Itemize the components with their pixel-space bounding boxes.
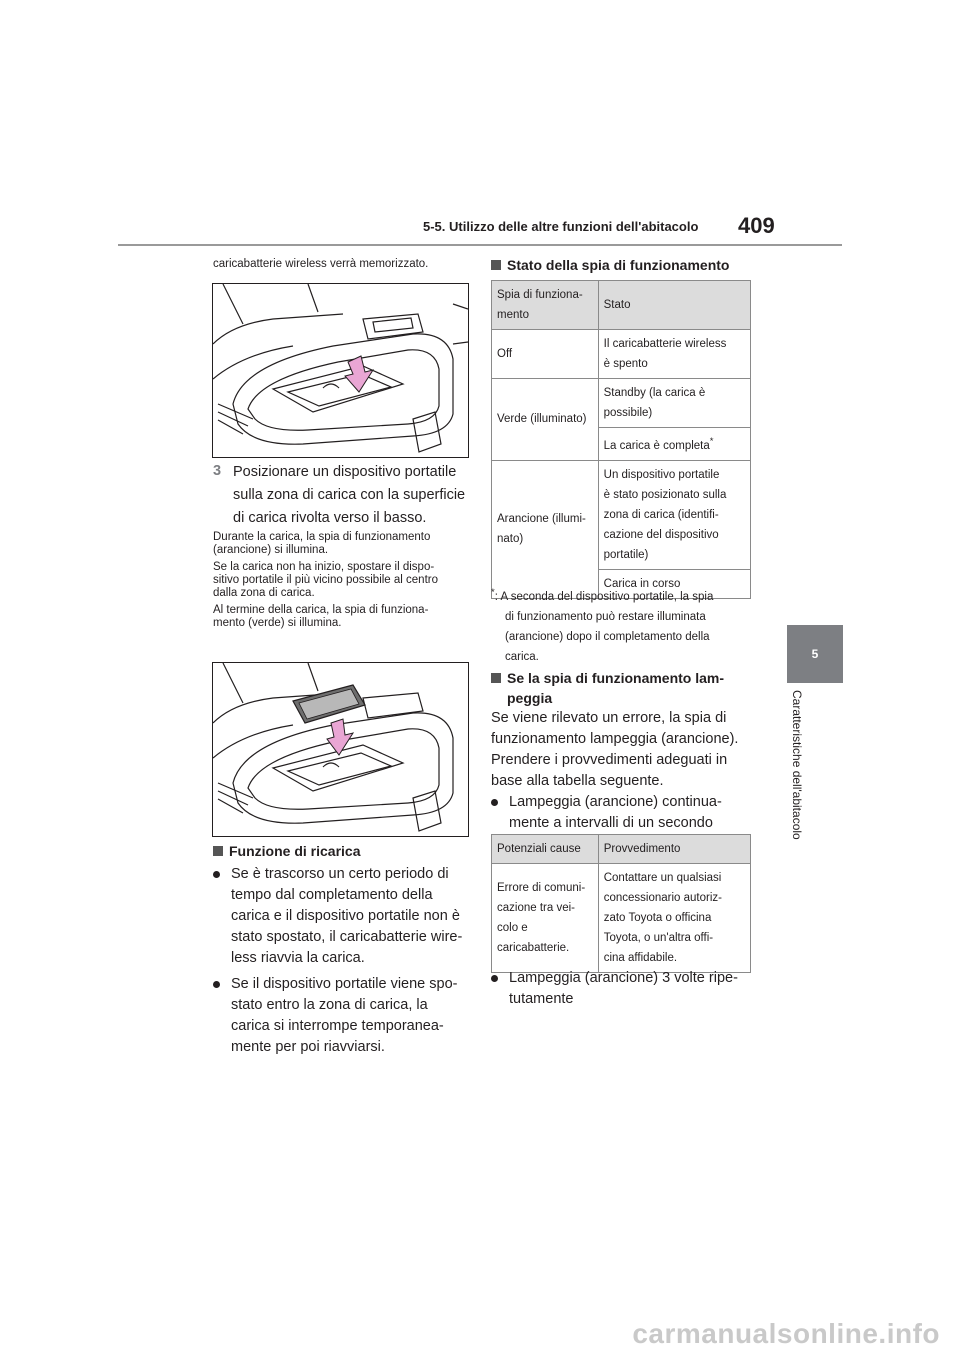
square-bullet-icon <box>213 846 223 856</box>
bullet-dot-icon <box>213 981 220 988</box>
bullet-line: less riavvia la carica. <box>231 950 365 966</box>
cell-line: Errore di comuni- <box>497 882 586 894</box>
header-cell-cause: Potenziali cause <box>492 835 599 864</box>
page-number: 409 <box>738 213 775 238</box>
phone-placement-drawing <box>213 663 468 836</box>
action-cell <box>598 864 750 973</box>
blink-text-line: base alla tabella seguente. <box>491 773 664 789</box>
status-heading <box>491 257 729 273</box>
blink-heading <box>491 668 753 708</box>
recharge-bullet-2 <box>213 974 475 1058</box>
light-cell <box>492 379 599 461</box>
square-bullet-icon <box>491 260 501 270</box>
bullet-line: tempo dal completamento della <box>231 887 433 903</box>
cell-line: possibile) <box>603 407 653 419</box>
light-cell <box>492 460 599 598</box>
step3-line: sulla zona di carica con la superficie <box>233 487 466 503</box>
cell-line: Toyota, o un'altra offi- <box>603 932 714 944</box>
bullet-line: stato spostato, il caricabatterie wire- <box>231 929 463 945</box>
light-cell <box>492 330 599 379</box>
cell-line: La carica è completa <box>603 439 710 452</box>
note-1 <box>213 531 468 557</box>
bullet-line: tutamente <box>509 991 574 1007</box>
footnote-line: di funzionamento può restare illuminata <box>505 610 706 623</box>
cause-cell <box>492 864 599 973</box>
note-line: Durante la carica, la spia di funzionamento <box>213 531 431 543</box>
note-line: (arancione) si illumina. <box>213 544 329 556</box>
cell-line: Arancione (illumi- <box>497 513 586 526</box>
blink-text-line: funzionamento lampeggia (arancione). <box>491 731 739 747</box>
blink-text-line: Prendere i provvedimenti adeguati in <box>491 752 728 768</box>
cell-line: portatile) <box>603 548 649 561</box>
header-cell-action: Provvedimento <box>598 835 750 864</box>
step3-line: Posizionare un dispositivo portatile <box>233 464 457 480</box>
step-number: 3 <box>213 463 222 479</box>
bullet-line: Se è trascorso un certo periodo di <box>231 866 449 882</box>
cell-line: Standby (la carica è <box>603 387 706 399</box>
cell-line: Un dispositivo portatile <box>603 468 720 481</box>
cause-table <box>491 834 751 973</box>
table-row <box>492 864 751 973</box>
cell-line: colo e <box>497 922 528 934</box>
cell-line: zona di carica (identifi- <box>603 508 719 521</box>
header-line: mento <box>497 309 529 321</box>
section-header: 5-5. Utilizzo delle altre funzioni dell'abitacolo <box>423 219 699 234</box>
header-line: Spia di funziona- <box>497 289 583 301</box>
header-line: Stato <box>603 299 631 311</box>
intro-text: caricabatterie wireless verrà memorizzato. <box>213 258 429 270</box>
table-row <box>492 330 751 379</box>
state-cell <box>598 379 750 428</box>
bullet-dot-icon <box>491 975 498 982</box>
header-cell-state <box>598 281 750 330</box>
bullet-line: Lampeggia (arancione) 3 volte ripe- <box>509 970 738 986</box>
blink-text <box>491 708 753 792</box>
bullet-dot-icon <box>491 799 498 806</box>
cell-line: è stato posizionato sulla <box>603 488 727 501</box>
cell-line: caricabatterie. <box>497 942 570 954</box>
footnote-line: carica. <box>505 650 539 663</box>
cell-line: Carica in corso <box>603 577 681 590</box>
blink-heading-line: Se la spia di funzionamento lam- <box>507 670 725 686</box>
chapter-title <box>782 690 812 870</box>
charger-pad-drawing <box>213 284 468 457</box>
cell-line: zato Toyota o officina <box>603 912 712 924</box>
bullet-line: mente a intervalli di un secondo <box>509 815 713 831</box>
note-line: Se la carica non ha inizio, spostare il dispo- <box>213 561 435 573</box>
footnote <box>491 583 753 667</box>
state-cell <box>598 460 750 569</box>
table-row <box>492 460 751 569</box>
footnote-line: (arancione) dopo il completamento della <box>505 630 710 643</box>
note-3 <box>213 604 468 630</box>
square-bullet-icon <box>491 673 501 683</box>
blink-bullet-2 <box>491 968 753 1010</box>
header-rule <box>118 244 842 246</box>
recharge-heading <box>213 843 360 859</box>
note-2 <box>213 561 468 600</box>
chapter-tab[interactable]: 5 <box>787 625 843 683</box>
status-table <box>491 280 751 599</box>
blink-heading-line: peggia <box>507 690 553 706</box>
bullet-line: stato entro la zona di carica, la <box>231 997 428 1013</box>
note-line: mento (verde) si illumina. <box>213 617 342 629</box>
cause-table-header <box>492 835 751 864</box>
footnote-line: : A seconda del dispositivo portatile, la spia <box>494 590 714 603</box>
bullet-line: Lampeggia (arancione) continua- <box>509 794 722 810</box>
cell-line: Il caricabatterie wireless <box>603 338 727 350</box>
step3-line: di carica rivolta verso il basso. <box>233 510 427 526</box>
footnote-mark: * <box>709 436 714 447</box>
bullet-line: mente per poi riavviarsi. <box>231 1039 385 1055</box>
cell-line: cazione tra vei- <box>497 902 575 914</box>
header-cell-light <box>492 281 599 330</box>
cell-line: Off <box>497 348 513 360</box>
cell-line: cazione del dispositivo <box>603 528 719 541</box>
recharge-heading-text: Funzione di ricarica <box>229 843 361 859</box>
state-cell <box>598 330 750 379</box>
blink-bullet-1 <box>491 792 753 834</box>
bullet-dot-icon <box>213 871 220 878</box>
footnote-mark: * <box>491 587 495 598</box>
status-heading-text: Stato della spia di funzionamento <box>507 257 730 273</box>
bullet-line: carica si interrompe temporanea- <box>231 1018 444 1034</box>
illustration-charger-pad <box>212 283 469 458</box>
bullet-line: Se il dispositivo portatile viene spo- <box>231 976 458 992</box>
cell-line: Contattare un qualsiasi <box>603 872 722 884</box>
status-table-header <box>492 281 751 330</box>
state-cell <box>598 428 750 461</box>
blink-text-line: Se viene rilevato un errore, la spia di <box>491 710 727 726</box>
bullet-line: carica e il dispositivo portatile non è <box>231 908 460 924</box>
chapter-title-text: Caratteristiche dell'abitacolo <box>790 690 804 840</box>
cell-line: Verde (illuminato) <box>497 413 587 426</box>
cell-line: nato) <box>497 533 524 546</box>
note-line: dalla zona di carica. <box>213 587 315 599</box>
note-line: Al termine della carica, la spia di funziona- <box>213 604 429 616</box>
recharge-bullet-1 <box>213 864 475 969</box>
watermark: carmanualsonline.info <box>632 1318 940 1349</box>
table-row <box>492 379 751 428</box>
cell-line: è spento <box>603 358 648 370</box>
cell-line: concessionario autoriz- <box>603 892 722 904</box>
note-line: sitivo portatile il più vicino possibile al centro <box>213 574 438 586</box>
cell-line: cina affidabile. <box>603 952 678 964</box>
illustration-phone-placement <box>212 662 469 837</box>
